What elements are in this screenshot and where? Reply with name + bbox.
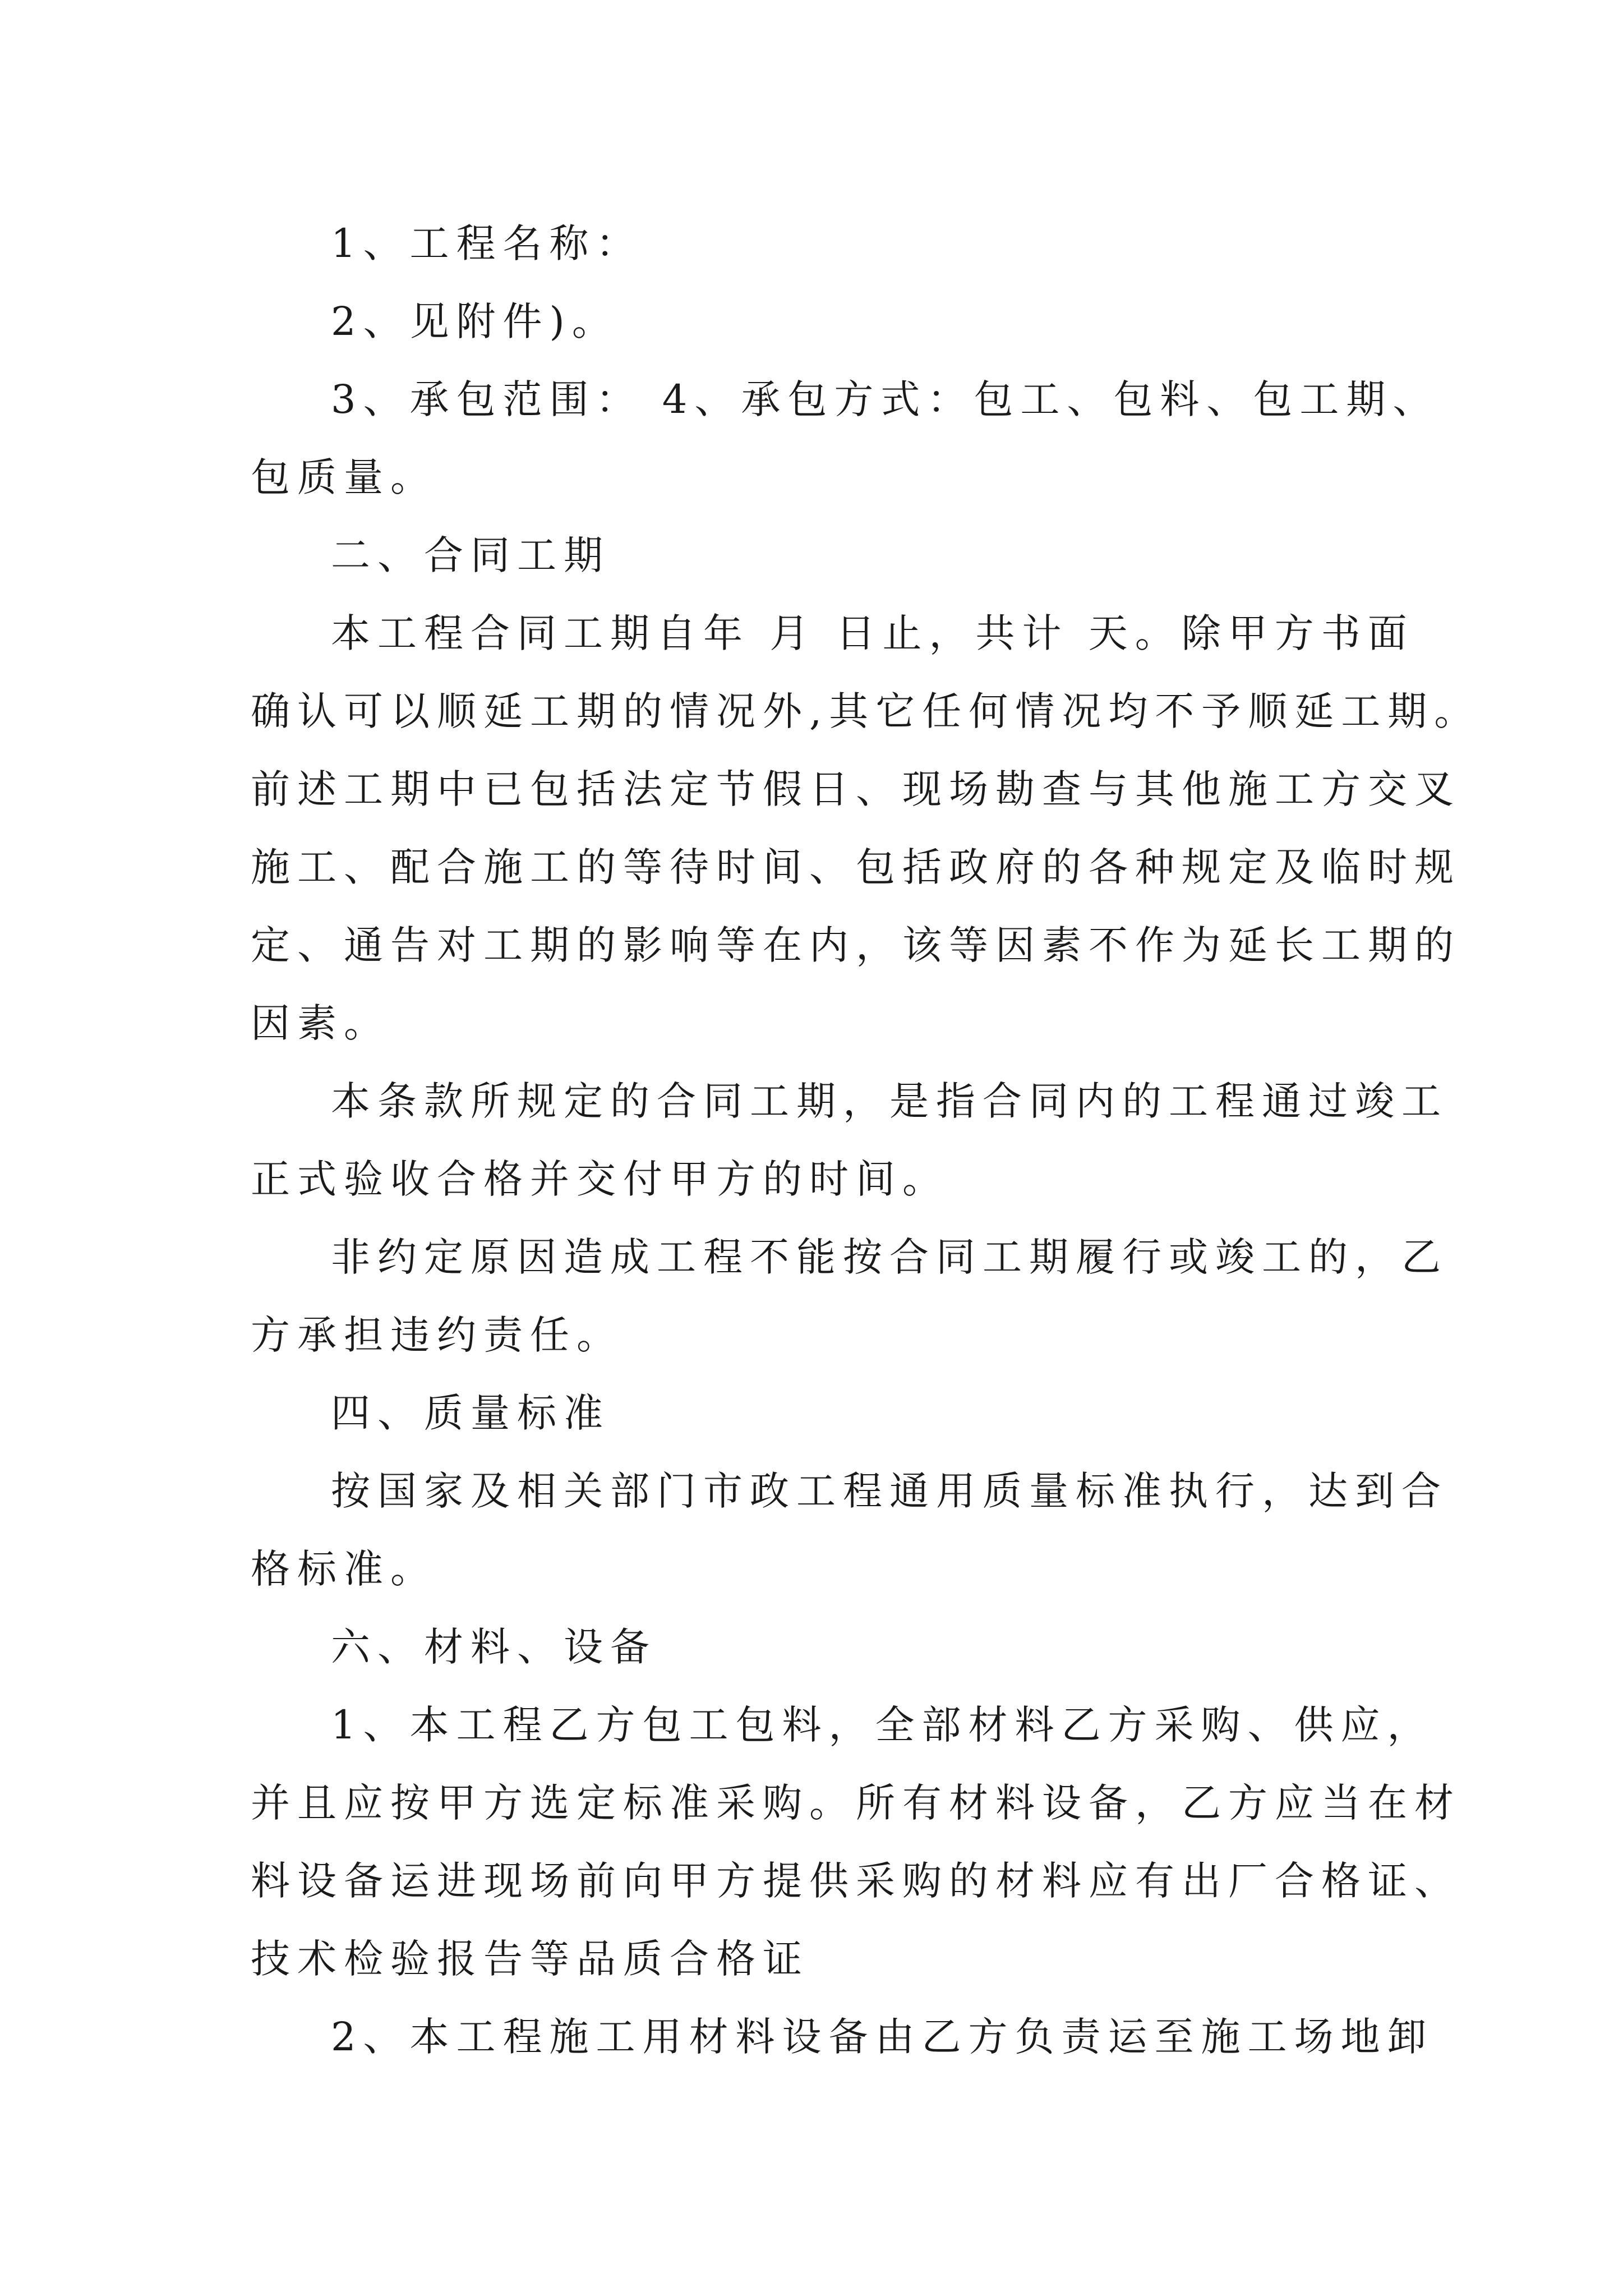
text-line: 本工程合同工期自年 月 日止，共计 天。除甲方书面 — [331, 610, 1414, 656]
section-heading: 四、质量标准 — [331, 1390, 610, 1436]
section-heading: 六、材料、设备 — [331, 1624, 657, 1670]
text-line: 1、本工程乙方包工包料，全部材料乙方采购、供应， — [331, 1702, 1434, 1748]
section-heading: 二、合同工期 — [331, 532, 610, 578]
text-line: 本条款所规定的合同工期，是指合同内的工程通过竣工 — [331, 1078, 1448, 1124]
text-line: 方承担违约责任。 — [251, 1312, 623, 1358]
text-line: 技术检验报告等品质合格证 — [251, 1936, 809, 1982]
text-line: 3、承包范围： 4、承包方式：包工、包料、包工期、 — [331, 376, 1440, 422]
text-line: 1、工程名称： — [331, 220, 643, 266]
text-line: 按国家及相关部门市政工程通用质量标准执行，达到合 — [331, 1468, 1448, 1514]
text-line: 施工、配合施工的等待时间、包括政府的各种规定及临时规 — [251, 844, 1461, 890]
text-line: 包质量。 — [251, 454, 437, 500]
text-line: 因素。 — [251, 1000, 390, 1046]
text-line: 正式验收合格并交付甲方的时间。 — [251, 1156, 949, 1202]
text-line: 并且应按甲方选定标准采购。所有材料设备，乙方应当在材 — [251, 1780, 1461, 1826]
text-line: 2、见附件)。 — [331, 298, 619, 344]
text-line: 非约定原因造成工程不能按合同工期履行或竣工的，乙 — [331, 1234, 1448, 1280]
text-line: 前述工期中已包括法定节假日、现场勘查与其他施工方交叉 — [251, 766, 1461, 812]
text-line: 定、通告对工期的影响等在内，该等因素不作为延长工期的 — [251, 922, 1461, 968]
text-line: 2、本工程施工用材料设备由乙方负责运至施工场地卸 — [331, 2014, 1434, 2060]
text-line: 料设备运进现场前向甲方提供采购的材料应有出厂合格证、 — [251, 1858, 1461, 1904]
text-line: 格标准。 — [251, 1546, 437, 1592]
text-line: 确认可以顺延工期的情况外,其它任何情况均不予顺延工期。 — [251, 688, 1481, 734]
